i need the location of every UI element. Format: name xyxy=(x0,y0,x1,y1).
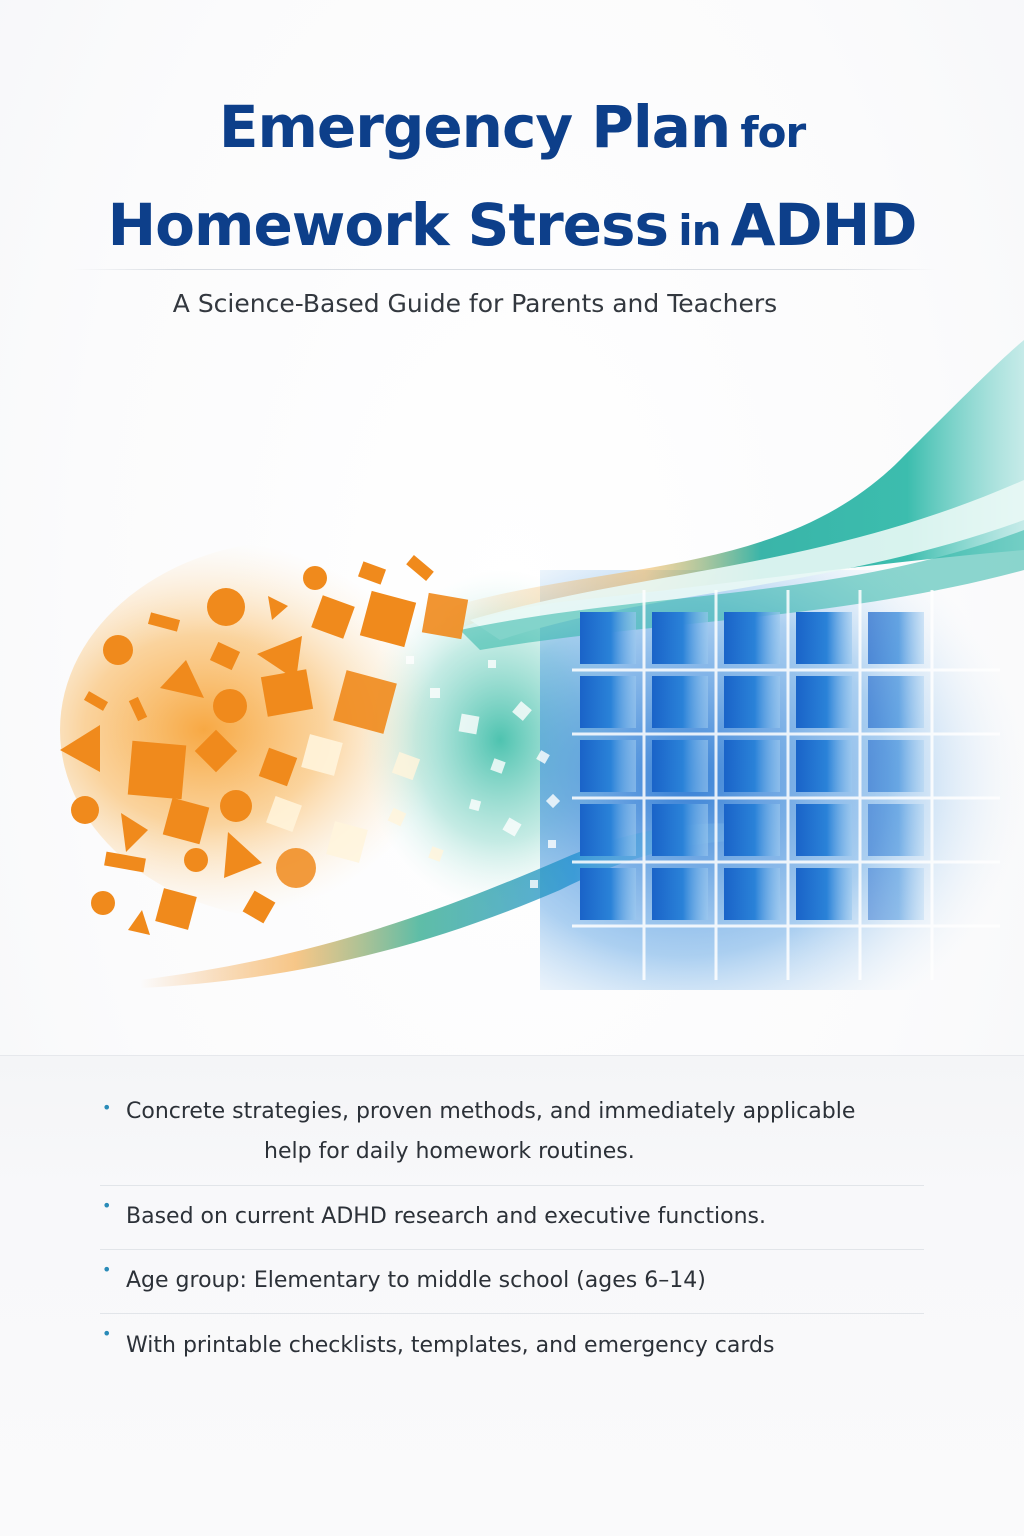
list-item xyxy=(100,1250,924,1314)
subtitle: A Science-Based Guide for Parents and Teachers xyxy=(172,289,778,318)
chaos-to-order-illustration xyxy=(0,320,1024,1050)
blue-grid xyxy=(580,612,924,920)
title-line-2 xyxy=(0,176,1024,274)
feature-list xyxy=(100,1088,924,1378)
feature-text-continuation: help for daily homework routines. xyxy=(264,1139,635,1164)
page-title xyxy=(0,78,1024,274)
title-divider xyxy=(72,269,938,270)
list-item xyxy=(100,1186,924,1250)
bullet-dot-icon: • xyxy=(102,1196,112,1215)
feature-text: Based on current ADHD research and executive functions. xyxy=(126,1204,766,1229)
title-word-homework-stress: Homework Stress xyxy=(107,191,669,259)
title-word-emergency-plan: Emergency Plan xyxy=(218,93,731,161)
bullet-dot-icon: • xyxy=(102,1098,112,1117)
feature-text: Concrete strategies, proven methods, and immediately applicable xyxy=(126,1099,856,1124)
bullet-dot-icon: • xyxy=(102,1260,112,1279)
feature-text: With printable checklists, templates, and emergency cards xyxy=(126,1333,775,1358)
title-word-in: in xyxy=(678,206,721,255)
list-item xyxy=(100,1088,924,1186)
title-line-1 xyxy=(0,78,1024,176)
feature-text: Age group: Elementary to middle school (ages 6–14) xyxy=(126,1268,706,1293)
bullet-dot-icon: • xyxy=(102,1324,112,1343)
title-word-adhd: ADHD xyxy=(730,191,917,259)
title-word-for: for xyxy=(740,108,806,157)
features-panel xyxy=(0,1055,1024,1536)
list-item xyxy=(100,1314,924,1378)
